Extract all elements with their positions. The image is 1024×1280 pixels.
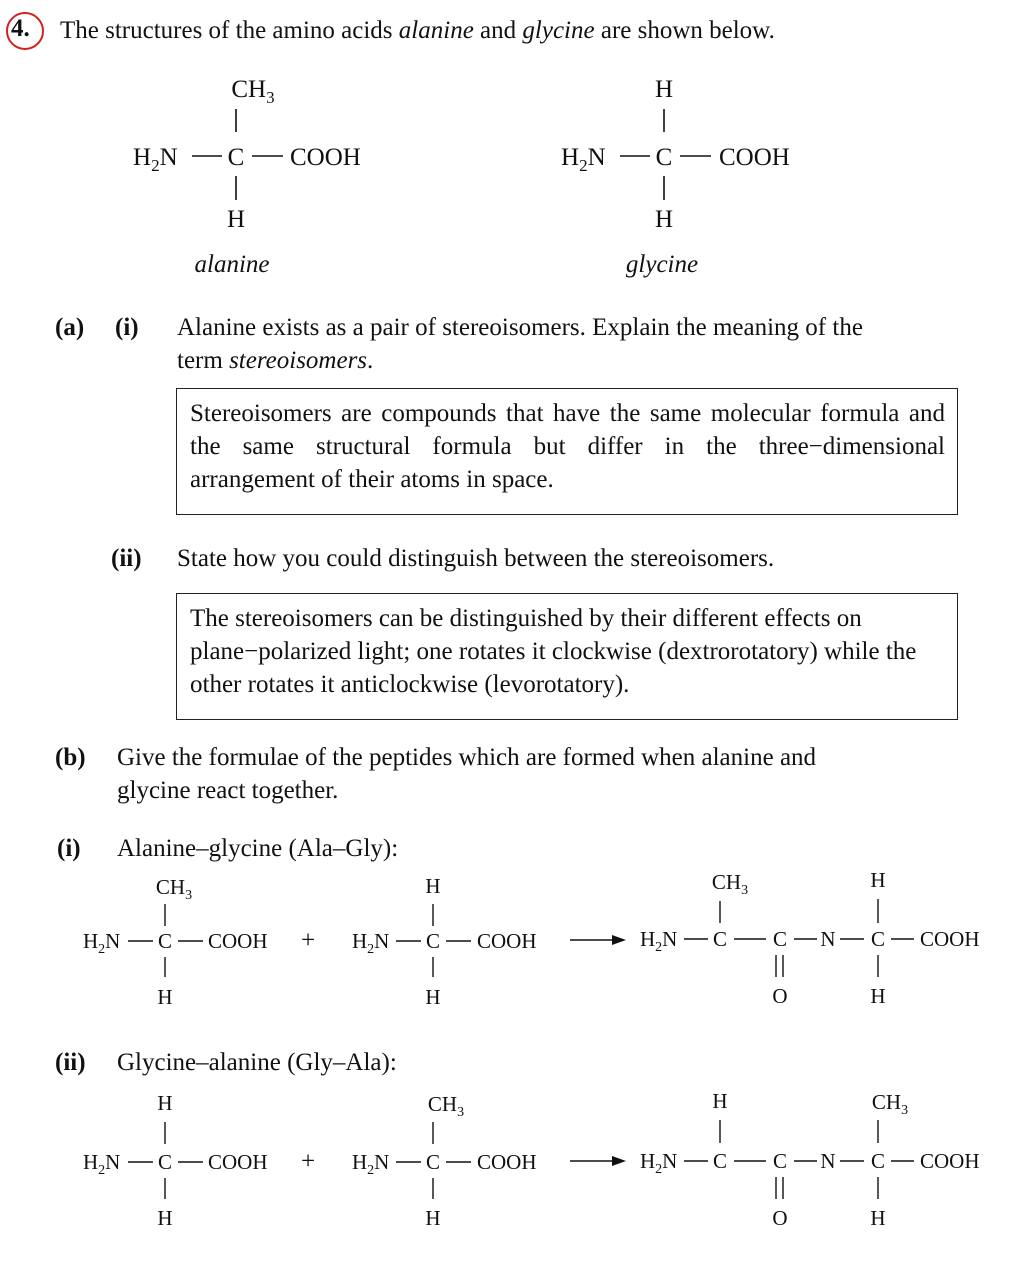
reaction-ala-gly	[0, 860, 1024, 1020]
carbonyl-carbon: C	[772, 927, 788, 951]
carbon-label: C	[712, 927, 728, 951]
h-label: H	[425, 1206, 441, 1230]
reaction-gly-ala	[0, 1080, 1024, 1250]
glycine-h-bottom: H	[654, 206, 674, 233]
part-a-ii-question: State how you could distinguish between the stereoisomers.	[177, 545, 775, 572]
ch3-label: $CH_3$	[711, 870, 749, 898]
arrow-head	[612, 935, 626, 945]
part-b-ii-label: (ii)	[55, 1049, 86, 1076]
carbonyl-carbon: C	[772, 1149, 788, 1173]
cooh-label: COOH	[477, 1150, 537, 1174]
part-a-label: (a)	[55, 314, 85, 341]
question-number: 4.	[11, 15, 30, 42]
intro-alanine: alanine	[398, 17, 474, 44]
nitrogen-label: N	[820, 1149, 836, 1173]
carbon-label: C	[712, 1149, 728, 1173]
carbon-label: C	[870, 1149, 886, 1173]
part-b-label: (b)	[55, 744, 86, 771]
cooh-label: COOH	[920, 927, 980, 951]
carbon-label: C	[157, 1150, 173, 1174]
part-b-ii-title: Glycine–alanine (Gly–Ala):	[117, 1049, 397, 1076]
cooh-label: COOH	[477, 929, 537, 953]
alanine-structure	[133, 76, 361, 278]
h-label: H	[425, 874, 441, 898]
alanine-h: H	[226, 206, 246, 233]
arrow-head	[612, 1156, 626, 1166]
h-label: H	[425, 985, 441, 1009]
glycine-caption: glycine	[625, 251, 699, 278]
plus-sign: +	[300, 1148, 316, 1175]
cooh-label: COOH	[208, 929, 268, 953]
part-b-i-title: Alanine–glycine (Ala–Gly):	[117, 835, 399, 862]
part-a-i-question-line2	[177, 344, 373, 377]
answer-a-ii-box: The stereoisomers can be distinguished by their different effects on plane−polarized light; one rotates it clockwise (dextrorotatory) while the other rotates it anticlockwise (levorotatory).	[176, 593, 958, 720]
ch3-label: $CH_3$	[871, 1090, 909, 1118]
glycine-carbon: C	[655, 144, 673, 171]
reactant-glycine	[352, 874, 537, 1009]
h-label: H	[870, 868, 886, 892]
oxygen-label: O	[772, 984, 788, 1008]
carbon-label: C	[157, 929, 173, 953]
h-label: H	[870, 984, 886, 1008]
ch3-label: $CH_3$	[155, 875, 193, 903]
oxygen-label: O	[772, 1206, 788, 1230]
product-gly-ala	[640, 1089, 980, 1230]
product-ala-gly	[640, 868, 980, 1008]
part-b-question-line1: Give the formulae of the peptides which are formed when alanine and	[117, 744, 817, 771]
alanine-carbon: C	[227, 144, 245, 171]
plus-sign: +	[300, 927, 316, 954]
carbon-label: C	[425, 1150, 441, 1174]
intro-and: and	[473, 17, 523, 44]
part-a-i-question-line1: Alanine exists as a pair of stereoisomers. Explain the meaning of the	[177, 314, 863, 341]
question-text: .	[367, 347, 374, 374]
glycine-cooh: COOH	[719, 144, 790, 171]
h2n-label: $H_2N$	[352, 1150, 390, 1178]
h-label: H	[157, 1091, 173, 1115]
h-label: H	[870, 1206, 886, 1230]
h-label: H	[157, 1206, 173, 1230]
alanine-h2n: $H_2N$	[133, 144, 178, 175]
glycine-h-top: H	[654, 76, 674, 103]
amino-acid-structures	[0, 0, 1024, 290]
h2n-label: $H_2N$	[352, 929, 390, 957]
term-stereoisomers: stereoisomers	[229, 347, 368, 374]
part-b-i-label: (i)	[57, 835, 81, 862]
glycine-h2n: $H_2N$	[561, 144, 606, 175]
part-b-question-line2: glycine react together.	[117, 777, 339, 804]
alanine-cooh: COOH	[290, 144, 361, 171]
answer-a-i-box: Stereoisomers are compounds that have the same molecular formula and the same structural formula but differ in the three−dimensional arrangement of their atoms in space.	[176, 388, 958, 515]
h2n-label: $H_2N$	[640, 1149, 678, 1177]
reactant-alanine	[352, 1092, 537, 1230]
cooh-label: COOH	[920, 1149, 980, 1173]
reactant-alanine	[83, 875, 268, 1009]
h-label: H	[712, 1089, 728, 1113]
alanine-ch3: $CH_3$	[231, 76, 275, 107]
carbon-label: C	[870, 927, 886, 951]
carbon-label: C	[425, 929, 441, 953]
h2n-label: $H_2N$	[83, 929, 121, 957]
intro-suffix: are shown below.	[594, 17, 775, 44]
cooh-label: COOH	[208, 1150, 268, 1174]
part-a-ii-label: (ii)	[111, 545, 142, 572]
h2n-label: $H_2N$	[83, 1150, 121, 1178]
h2n-label: $H_2N$	[640, 927, 678, 955]
reaction-arrow	[570, 935, 626, 945]
ch3-label: $CH_3$	[427, 1092, 465, 1120]
intro-glycine: glycine	[522, 17, 595, 44]
question-text: term	[177, 347, 230, 374]
alanine-caption: alanine	[194, 251, 270, 278]
reactant-glycine	[83, 1091, 268, 1230]
glycine-structure	[561, 76, 790, 278]
h-label: H	[157, 985, 173, 1009]
reaction-arrow	[570, 1156, 626, 1166]
part-a-i-label: (i)	[115, 314, 139, 341]
intro-text: The structures of the amino acids	[60, 17, 399, 44]
nitrogen-label: N	[820, 927, 836, 951]
